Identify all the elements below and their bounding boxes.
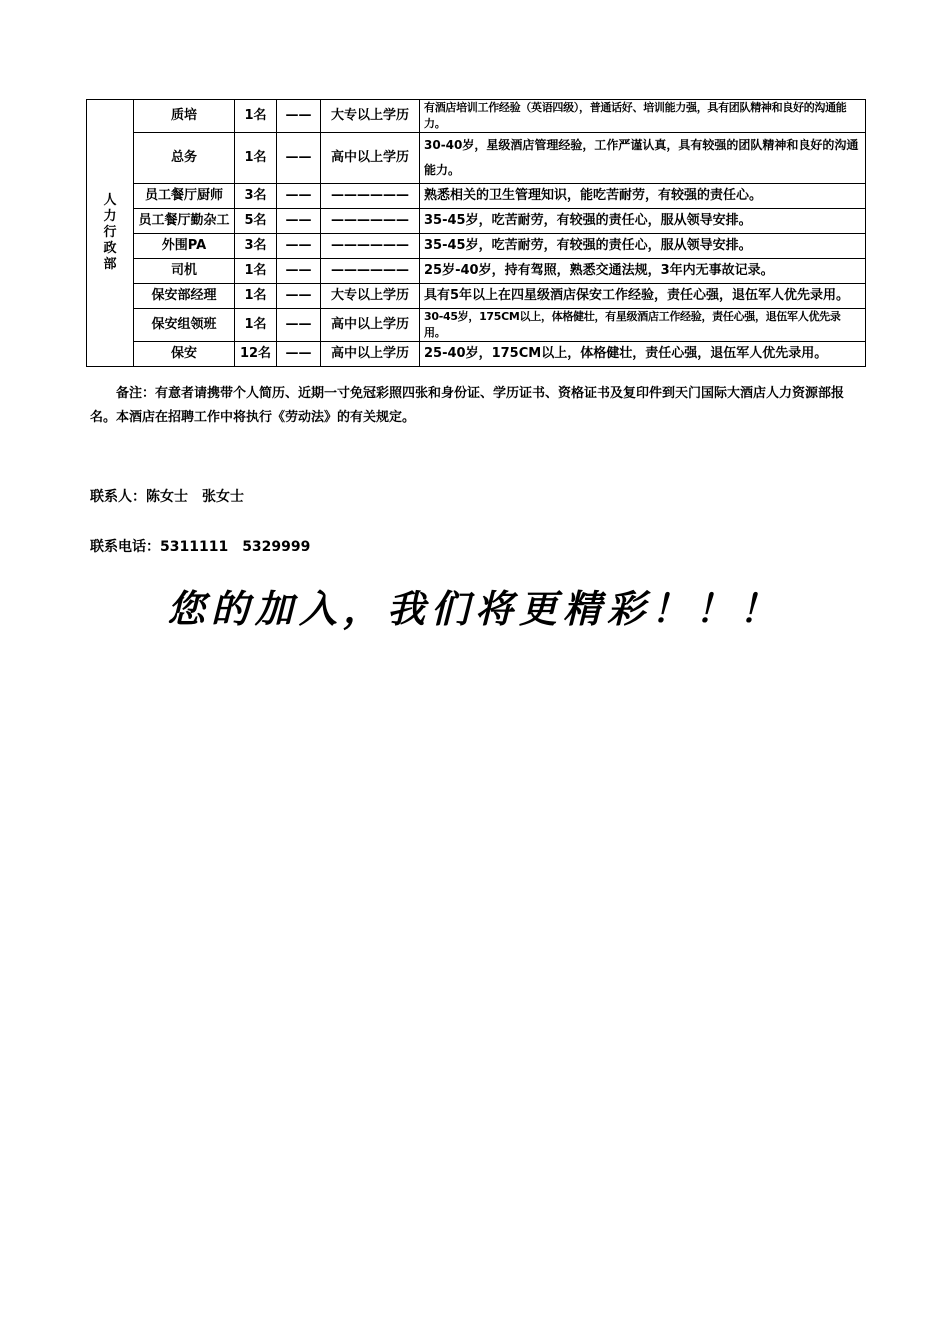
department-char: 人	[103, 193, 117, 208]
recruitment-table	[86, 99, 866, 367]
gender-cell: ——	[277, 309, 321, 342]
contact-person: 联系人：陈女士 张女士	[90, 489, 244, 505]
gender-cell: ——	[277, 209, 321, 234]
contact-phone: 联系电话：5311111 5329999	[90, 539, 311, 555]
count-cell: 12名	[235, 342, 277, 367]
education-cell: 高中以上学历	[321, 342, 420, 367]
gender-cell: ——	[277, 100, 321, 133]
table-row	[87, 100, 866, 133]
position-cell: 司机	[134, 259, 235, 284]
table-row	[87, 309, 866, 342]
education-cell: 高中以上学历	[321, 309, 420, 342]
slogan: 您的加入，我们将更精彩！！！	[166, 586, 783, 631]
position-cell: 保安部经理	[134, 284, 235, 309]
requirement-cell: 30-40岁，星级酒店管理经验，工作严谨认真，具有较强的团队精神和良好的沟通能力。	[420, 133, 866, 184]
requirement-cell: 35-45岁，吃苦耐劳，有较强的责任心，服从领导安排。	[420, 234, 866, 259]
gender-cell: ——	[277, 284, 321, 309]
requirement-cell: 30-45岁，175CM以上，体格健壮，有星级酒店工作经验，责任心强，退伍军人优先录用。	[420, 309, 866, 342]
note-text: 备注：有意者请携带个人简历、近期一寸免冠彩照四张和身份证、学历证书、资格证书及复印件到天门国际大酒店人力资源部报名。本酒店在招聘工作中将执行《劳动法》的有关规定。	[90, 386, 845, 425]
count-cell: 1名	[235, 259, 277, 284]
table-row	[87, 133, 866, 184]
education-cell: 高中以上学历	[321, 133, 420, 184]
requirement-cell: 具有5年以上在四星级酒店保安工作经验，责任心强，退伍军人优先录用。	[420, 284, 866, 309]
table-row	[87, 184, 866, 209]
position-cell: 保安组领班	[134, 309, 235, 342]
table-row	[87, 284, 866, 309]
requirement-cell: 25-40岁，175CM以上，体格健壮，责任心强，退伍军人优先录用。	[420, 342, 866, 367]
education-cell: ——————	[321, 184, 420, 209]
education-cell: 大专以上学历	[321, 284, 420, 309]
department-cell	[87, 100, 134, 367]
table-row	[87, 234, 866, 259]
requirement-cell: 有酒店培训工作经验（英语四级），普通话好、培训能力强，具有团队精神和良好的沟通能力。	[420, 100, 866, 133]
count-cell: 1名	[235, 284, 277, 309]
count-cell: 3名	[235, 184, 277, 209]
count-cell: 1名	[235, 100, 277, 133]
recruitment-table-body	[87, 100, 866, 367]
department-char: 部	[103, 257, 117, 272]
table-row	[87, 209, 866, 234]
department-char: 行	[103, 225, 117, 240]
count-cell: 1名	[235, 309, 277, 342]
education-cell: ——————	[321, 234, 420, 259]
count-cell: 3名	[235, 234, 277, 259]
gender-cell: ——	[277, 234, 321, 259]
gender-cell: ——	[277, 342, 321, 367]
department-char: 政	[103, 241, 117, 256]
position-cell: 质培	[134, 100, 235, 133]
table-row	[87, 342, 866, 367]
position-cell: 员工餐厅厨师	[134, 184, 235, 209]
department-char: 力	[103, 209, 117, 224]
position-cell: 总务	[134, 133, 235, 184]
requirement-cell: 25岁-40岁，持有驾照，熟悉交通法规，3年内无事故记录。	[420, 259, 866, 284]
table-row	[87, 259, 866, 284]
requirement-cell: 35-45岁，吃苦耐劳，有较强的责任心，服从领导安排。	[420, 209, 866, 234]
requirement-cell: 熟悉相关的卫生管理知识，能吃苦耐劳，有较强的责任心。	[420, 184, 866, 209]
count-cell: 5名	[235, 209, 277, 234]
gender-cell: ——	[277, 184, 321, 209]
gender-cell: ——	[277, 259, 321, 284]
gender-cell: ——	[277, 133, 321, 184]
position-cell: 员工餐厅勤杂工	[134, 209, 235, 234]
education-cell: ——————	[321, 209, 420, 234]
count-cell: 1名	[235, 133, 277, 184]
position-cell: 外围PA	[134, 234, 235, 259]
education-cell: 大专以上学历	[321, 100, 420, 133]
education-cell: ——————	[321, 259, 420, 284]
position-cell: 保安	[134, 342, 235, 367]
